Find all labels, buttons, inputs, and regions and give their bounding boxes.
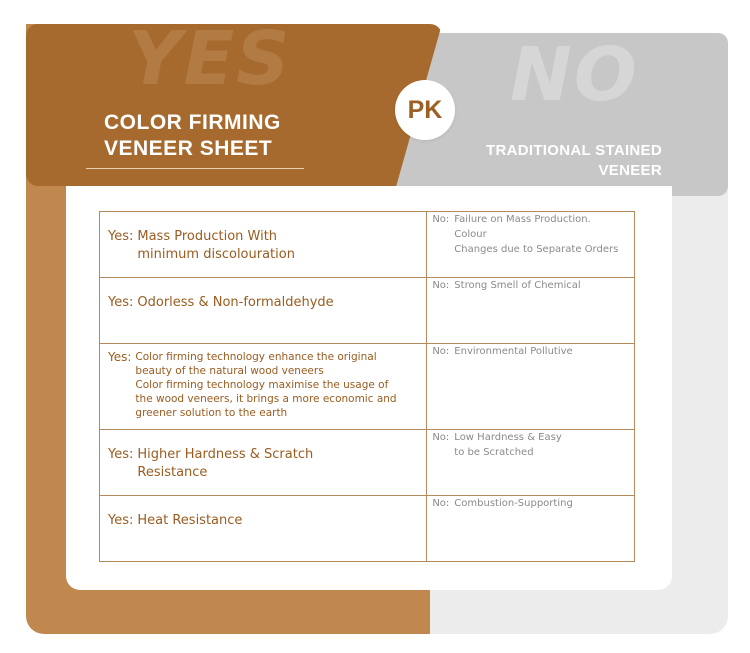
yes-text: Mass Production With minimum discolouration	[137, 229, 295, 262]
table-row	[100, 278, 635, 344]
yes-watermark: YES	[128, 16, 292, 102]
yes-line	[100, 430, 426, 482]
no-cell	[427, 496, 635, 562]
no-cell	[427, 212, 635, 278]
no-text: Combustion-Supporting	[454, 498, 573, 509]
yes-line	[100, 496, 426, 530]
no-tag: No:	[432, 280, 450, 291]
pk-badge: PK	[395, 80, 455, 140]
no-line	[427, 430, 634, 460]
no-tag: No:	[432, 214, 450, 225]
yes-cell	[100, 496, 427, 562]
yes-title-line-1: COLOR FIRMING	[104, 111, 281, 134]
yes-line	[100, 344, 426, 420]
no-watermark: NO	[510, 32, 639, 118]
no-title-line-2: VENEER	[598, 162, 662, 179]
no-line	[427, 278, 634, 293]
table-row	[100, 430, 635, 496]
yes-tag: Yes:	[108, 350, 132, 364]
no-line	[427, 344, 634, 359]
no-tag: No:	[432, 346, 450, 357]
yes-text: Odorless & Non-formaldehyde	[137, 295, 334, 310]
no-line	[427, 496, 634, 511]
table-row	[100, 344, 635, 430]
no-cell	[427, 430, 635, 496]
no-text: Low Hardness & Easy to be Scratched	[454, 432, 562, 458]
yes-cell	[100, 344, 427, 430]
no-line	[427, 212, 634, 257]
yes-text: Higher Hardness & Scratch Resistance	[137, 447, 314, 480]
yes-line	[100, 212, 426, 264]
table-row	[100, 496, 635, 562]
yes-title-line-2: VENEER SHEET	[104, 137, 273, 160]
no-tag: No:	[432, 498, 450, 509]
no-title-line-1: TRADITIONAL STAINED	[486, 142, 662, 159]
table-row	[100, 212, 635, 278]
no-tag: No:	[432, 432, 450, 443]
no-product-title	[462, 141, 662, 181]
yes-cell	[100, 430, 427, 496]
no-text: Failure on Mass Production. Colour Changes due to Separate Orders	[454, 214, 619, 255]
yes-tag: Yes:	[108, 447, 134, 462]
no-cell	[427, 278, 635, 344]
comparison-table	[99, 211, 635, 562]
yes-tag: Yes:	[108, 513, 134, 528]
yes-text: Heat Resistance	[137, 513, 243, 528]
yes-tag: Yes:	[108, 229, 134, 244]
no-text: Environmental Pollutive	[454, 346, 573, 357]
yes-line	[100, 278, 426, 312]
yes-cell	[100, 212, 427, 278]
no-text: Strong Smell of Chemical	[454, 280, 581, 291]
title-underline-divider	[86, 168, 304, 169]
yes-product-title	[104, 110, 324, 162]
no-cell	[427, 344, 635, 430]
yes-cell	[100, 278, 427, 344]
yes-text: Color firming technology enhance the original beauty of the natural wood veneers Color firming technology maximise the usage of the wood veneers, it brings a more economic and greener solution to the earth	[135, 351, 397, 419]
yes-tag: Yes:	[108, 295, 134, 310]
